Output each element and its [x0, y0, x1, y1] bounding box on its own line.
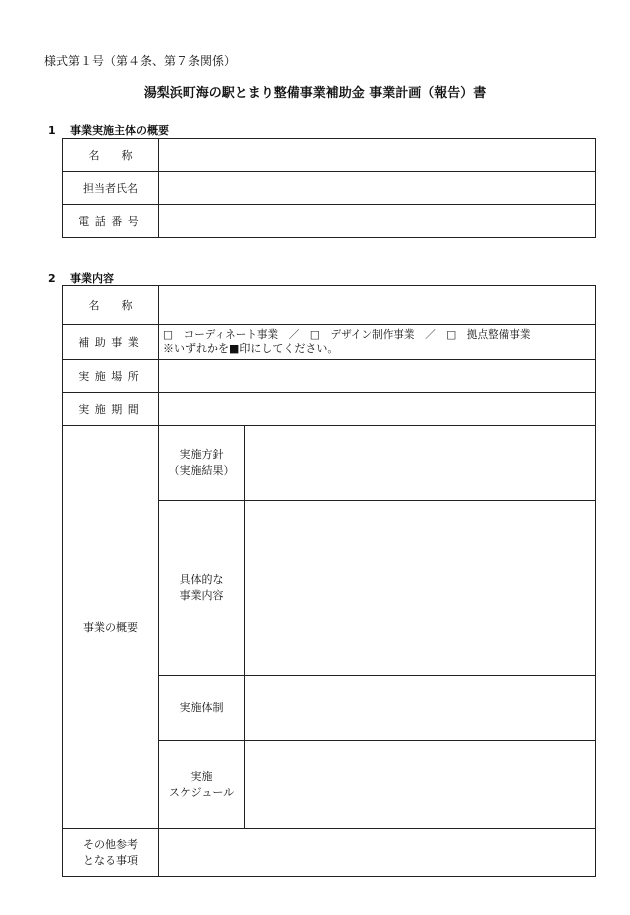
business-row-name — [63, 286, 596, 325]
period-label: 実施期間 — [63, 393, 159, 426]
overview-label: 事業の概要 — [63, 426, 159, 829]
business-row-subsidy — [63, 325, 596, 360]
form-number: 様式第１号（第４条、第７条関係） — [44, 54, 237, 68]
entity-row-contact — [63, 172, 596, 205]
section2-heading — [48, 270, 114, 286]
document-title: 湯梨浜町海の駅とまり整備事業補助金 事業計画（報告）書 — [143, 86, 487, 101]
other-label — [63, 829, 159, 877]
other-label-line2: となる事項 — [83, 853, 138, 867]
other-field[interactable] — [159, 829, 596, 877]
structure-field[interactable] — [245, 676, 596, 741]
business-table — [62, 285, 596, 877]
subsidy-label: 補助事業 — [63, 325, 159, 360]
subsidy-field[interactable] — [159, 325, 596, 360]
schedule-label-line1: 実施 — [190, 769, 213, 783]
schedule-label — [159, 741, 245, 829]
entity-name-label: 名 称 — [63, 139, 159, 172]
business-name-field[interactable] — [159, 286, 596, 325]
section1-heading — [48, 122, 169, 138]
business-row-location — [63, 360, 596, 393]
phone-field[interactable] — [159, 205, 596, 238]
content-label-line2: 事業内容 — [179, 589, 224, 602]
content-label-line1: 具体的な — [179, 573, 224, 586]
business-row-other — [63, 829, 596, 877]
subsidy-note: ※いずれかを■印にしてください。 — [163, 342, 339, 355]
content-label — [159, 501, 245, 676]
schedule-label-line2: スケジュール — [168, 785, 235, 799]
contact-person-label: 担当者氏名 — [63, 172, 159, 205]
entity-name-field[interactable] — [159, 139, 596, 172]
period-field[interactable] — [159, 393, 596, 426]
policy-label-line2: （実施結果） — [168, 464, 235, 477]
other-label-line1: その他参考 — [83, 837, 138, 851]
business-row-period — [63, 393, 596, 426]
overview-row-policy — [63, 426, 596, 501]
location-field[interactable] — [159, 360, 596, 393]
phone-label: 電話番号 — [63, 205, 159, 238]
subsidy-options[interactable]: □ コーディネート事業 ／ □ デザイン制作事業 ／ □ 拠点整備事業 — [163, 329, 531, 341]
policy-label — [159, 426, 245, 501]
section1-number: 1 — [48, 124, 56, 137]
content-field[interactable] — [245, 501, 596, 676]
contact-person-field[interactable] — [159, 172, 596, 205]
entity-table — [62, 138, 596, 238]
schedule-field[interactable] — [245, 741, 596, 829]
entity-row-name — [63, 139, 596, 172]
entity-row-phone — [63, 205, 596, 238]
structure-label — [159, 676, 245, 741]
section2-number: 2 — [48, 272, 56, 285]
location-label: 実施場所 — [63, 360, 159, 393]
business-name-label: 名 称 — [63, 286, 159, 325]
structure-label-line1: 実施体制 — [179, 701, 224, 714]
policy-field[interactable] — [245, 426, 596, 501]
policy-label-line1: 実施方針 — [179, 448, 224, 461]
section2-title: 事業内容 — [70, 272, 114, 285]
section1-title: 事業実施主体の概要 — [70, 124, 169, 137]
